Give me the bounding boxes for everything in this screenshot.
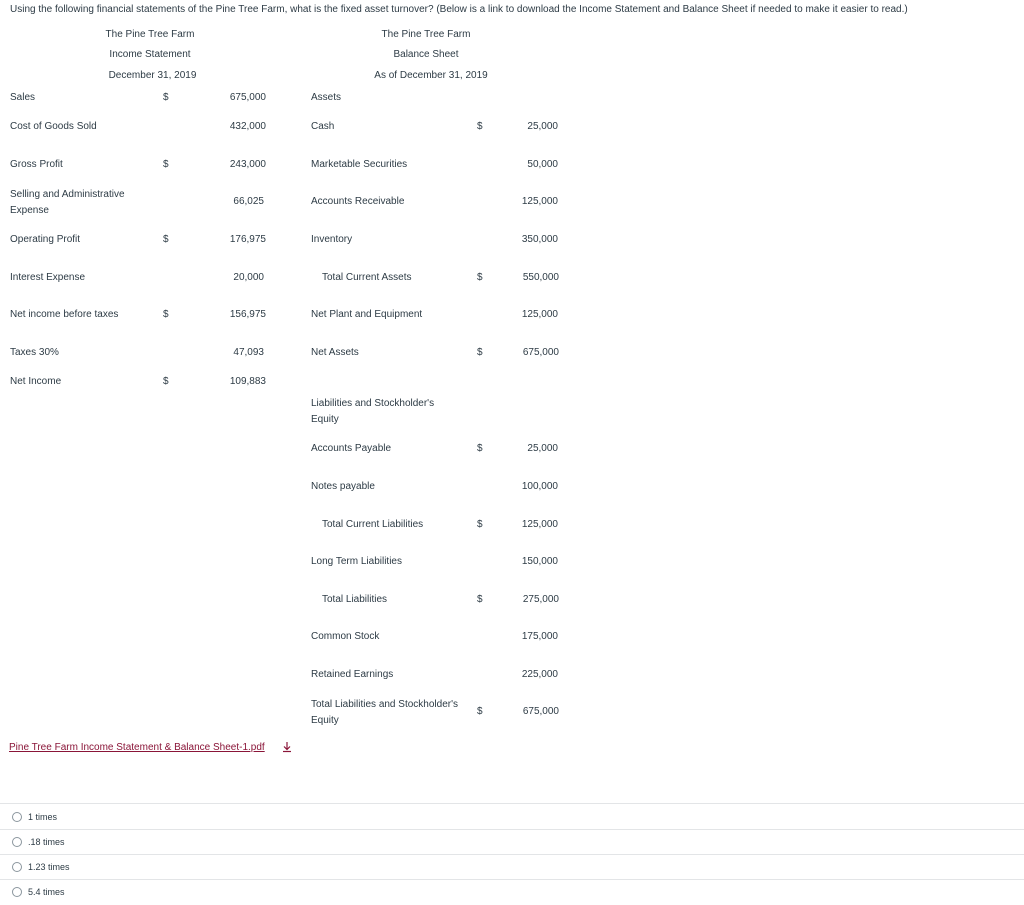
bs-value-retained-earnings: 225,000: [521, 669, 558, 680]
bs-dollar-net-assets: $: [477, 347, 483, 358]
is-label-taxes: Taxes 30%: [10, 347, 59, 358]
answer-choice[interactable]: [12, 810, 57, 824]
answer-divider: [0, 829, 1024, 830]
answer-divider: [0, 803, 1024, 804]
bs-label-common-stock: Common Stock: [311, 631, 380, 642]
bs-label-assets: Assets: [311, 92, 342, 103]
bs-value-cash: 25,000: [527, 121, 558, 132]
is-label-gross-profit: Gross Profit: [10, 159, 63, 170]
question-text: Using the following financial statements of the Pine Tree Farm, what is the fixed asset turnover? (Below is a link to download the Income Statement and Balance Sheet if needed to make it easier to read.): [10, 4, 908, 15]
answer-divider: [0, 879, 1024, 880]
is-value-sga: 66,025: [233, 196, 264, 207]
is-value-taxes: 47,093: [233, 347, 264, 358]
bs-value-total-liabilities-equity: 675,000: [522, 706, 559, 717]
income-statement-date: December 31, 2019: [108, 70, 197, 81]
bs-dollar-total-liabilities-equity: $: [477, 706, 483, 717]
is-label-ebt: Net income before taxes: [10, 309, 119, 320]
is-dollar-operating-profit: $: [163, 234, 169, 245]
is-label-operating-profit: Operating Profit: [10, 234, 81, 245]
is-value-operating-profit: 176,975: [229, 234, 266, 245]
is-label-sales: Sales: [10, 92, 36, 103]
bs-label-cash: Cash: [311, 121, 335, 132]
bs-value-inventory: 350,000: [521, 234, 558, 245]
is-value-cogs: 432,000: [229, 121, 266, 132]
bs-value-marketable-securities: 50,000: [527, 159, 558, 170]
bs-label-net-plant: Net Plant and Equipment: [311, 309, 423, 320]
balance-sheet-subtitle: Balance Sheet: [393, 49, 459, 60]
radio-button[interactable]: [12, 862, 22, 872]
bs-label-accounts-receivable: Accounts Receivable: [311, 196, 405, 207]
answer-divider: [0, 854, 1024, 855]
answer-label: 1.23 times: [28, 862, 70, 872]
is-value-interest: 20,000: [233, 272, 264, 283]
balance-sheet-title: The Pine Tree Farm: [381, 29, 471, 40]
radio-button[interactable]: [12, 837, 22, 847]
answer-label: 1 times: [28, 812, 58, 822]
income-statement-title: The Pine Tree Farm: [105, 29, 195, 40]
is-dollar-gross-profit: $: [163, 159, 169, 170]
is-value-net-income: 109,883: [229, 376, 266, 387]
is-dollar-ebt: $: [163, 309, 169, 320]
radio-button[interactable]: [12, 887, 22, 897]
bs-dollar-total-current-liabilities: $: [477, 519, 483, 530]
is-value-gross-profit: 243,000: [229, 159, 266, 170]
bs-value-net-plant: 125,000: [521, 309, 558, 320]
is-label-sga: Selling and Administrative Expense: [10, 189, 125, 216]
bs-label-inventory: Inventory: [311, 234, 353, 245]
bs-dollar-total-current-assets: $: [477, 272, 483, 283]
bs-value-long-term-liabilities: 150,000: [521, 556, 558, 567]
bs-value-total-liabilities: 275,000: [522, 594, 559, 605]
bs-dollar-accounts-payable: $: [477, 443, 483, 454]
bs-label-marketable-securities: Marketable Securities: [311, 159, 408, 170]
bs-dollar-total-liabilities: $: [477, 594, 483, 605]
bs-value-net-assets: 675,000: [522, 347, 559, 358]
answer-label: .18 times: [28, 837, 65, 847]
bs-label-total-liabilities-equity: Total Liabilities and Stockholder's Equity: [311, 699, 458, 726]
bs-label-total-liabilities: Total Liabilities: [322, 594, 388, 605]
balance-sheet-date: As of December 31, 2019: [374, 70, 488, 81]
bs-label-long-term-liabilities: Long Term Liabilities: [311, 556, 402, 567]
answer-choice[interactable]: [12, 860, 70, 874]
download-icon[interactable]: [281, 741, 293, 753]
bs-value-common-stock: 175,000: [521, 631, 558, 642]
answer-choice[interactable]: [12, 835, 65, 849]
is-label-net-income: Net Income: [10, 376, 62, 387]
is-label-cogs: Cost of Goods Sold: [10, 121, 97, 132]
bs-dollar-cash: $: [477, 121, 483, 132]
bs-label-liabilities-equity-heading: Liabilities and Stockholder's Equity: [311, 398, 435, 425]
answer-choice[interactable]: [12, 885, 65, 899]
bs-label-retained-earnings: Retained Earnings: [311, 669, 394, 680]
attachment-download-link[interactable]: Pine Tree Farm Income Statement & Balance Sheet-1.pdf: [9, 742, 265, 753]
radio-button[interactable]: [12, 812, 22, 822]
is-dollar-net-income: $: [163, 376, 169, 387]
bs-label-total-current-assets: Total Current Assets: [322, 272, 412, 283]
is-value-ebt: 156,975: [229, 309, 266, 320]
is-value-sales: 675,000: [229, 92, 266, 103]
is-dollar-sales: $: [163, 92, 169, 103]
income-statement-subtitle: Income Statement: [109, 49, 191, 60]
is-label-interest: Interest Expense: [10, 272, 86, 283]
bs-value-accounts-payable: 25,000: [527, 443, 558, 454]
bs-label-total-current-liabilities: Total Current Liabilities: [322, 519, 424, 530]
bs-value-accounts-receivable: 125,000: [521, 196, 558, 207]
bs-value-notes-payable: 100,000: [521, 481, 558, 492]
answer-label: 5.4 times: [28, 887, 65, 897]
bs-label-notes-payable: Notes payable: [311, 481, 375, 492]
bs-value-total-current-assets: 550,000: [522, 272, 559, 283]
bs-label-accounts-payable: Accounts Payable: [311, 443, 392, 454]
bs-label-net-assets: Net Assets: [311, 347, 359, 358]
bs-value-total-current-liabilities: 125,000: [521, 519, 558, 530]
